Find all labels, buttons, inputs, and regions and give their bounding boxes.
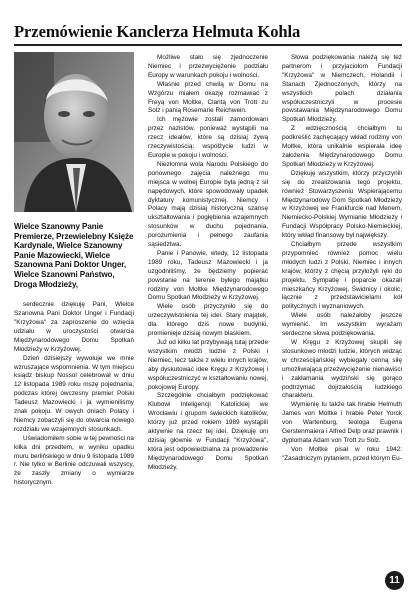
paragraph: Słowa podziękowania należą się też partnerom i przyjaciołom Fundacji "Krzyżowa" w Niemczech, Holandii i Stanach Zjednoczonych, którzy na wszystkich polach działania współuczestniczyli w procesie powstawania Międzynarodowego Domu Spotkań Młodzieży. bbox=[282, 54, 402, 124]
paragraph: Możliwe stało się zjednoczenie Niemiec i przezwyciężenie podziału Europy w warunkach pokoju i wolności. bbox=[148, 54, 268, 79]
column-2 bbox=[148, 54, 268, 473]
page-title: Przemówienie Kanclerza Helmuta Kohla bbox=[14, 22, 301, 41]
paragraph: Szczególnie chciałbym podziękować Klubowi Inteligencji Katolickiej we Wrocławiu i grupom świeckich katolików, którzy już przed rokiem 1989 wystąpili aktywnie na rzecz tej idei. Dziękuję oni dzisiaj głównie w Fundacji "Krzyżowa", która jest odpowiedzialna za prowadzenie Międzynarodowego Domu Spotkań Młodzieży. bbox=[148, 392, 268, 471]
salutation-text: Wielce Szanowny Panie Premierze, Przewielebny Księże Kardynale, Wielce Szanowny Panie Mazowiecki, Wielce Szanowna Pani Doktor Unger, Wielce Szanowni Państwo, Droga Młodzieży, bbox=[14, 222, 134, 289]
paragraph: Uświadomiłem sobie w tej pewności na kilka dni przedtem, w wyniku upadku muru berlińskiego w dniu 9 listopada 1989 r. Nie tylko w Berlinie odczuwali wszyscy, że zaszły zmiany o wymiarze historycznym. bbox=[14, 434, 134, 487]
column-3 bbox=[282, 54, 402, 464]
column-1 bbox=[14, 52, 134, 488]
paragraph: Ich mężowie zostali zamordowani przez nazistów, ponieważ wystąpili na rzecz ideałów, które są dzisiaj żywą rzeczywistością: współżycie ludzi w Europie w pokoju i wolności. bbox=[148, 116, 268, 159]
paragraph: Wymienię tu także tak hrabie Helmuth James von Moltke i hrabie Peter Yorck von Wartenburg, teologa Eugena Gerstenmaiera i Alfred Delp oraz prawnik i dyplomata Adam von Trott zu Solz. bbox=[282, 401, 402, 444]
portrait-image bbox=[14, 52, 134, 212]
paragraph: serdecznie dziękuję Pani, Wielce Szanowna Pani Doktor Unger i Fundacji "Krzyżowa" za zaproszenie do wzięcia udziału w uroczystości otwarcia Międzynarodowego Domu Spotkań Młodzieży w Krzyżowej. bbox=[14, 301, 134, 353]
paragraph: Chciałbym przede wszystkim przypomnieć również pomoc wielu młodych ludzi z Polski, Niemiec i innych krajów, którzy z chęcią przyłożyli ręki do projektu. Sympatię i poparcie okazali mieszkańcy Krzyżowej, Świdnicy i okolic, łącznie z przedstawicielami kół politycznych i wyznaniowych. bbox=[282, 241, 402, 311]
paragraph: Von Moltke pisał w roku 1942: "Zasadniczym pytaniem, przed którym Eu- bbox=[282, 445, 402, 462]
paragraph: Dzień dzisiejszy wywołuje we mnie wzruszające wspomnienia. W tym miejscu ksiądz biskup Nossol celebrował w dniu 12 listopada 1989 roku mszę pojednania, podczas której ówczesny premier Polski Tadeusz Mazowiecki i ja wymieniliśmy znak pokoju. W owych dniach Polacy i Niemcy zobaczyli się do otwarcia nowego rozdziału we wzajemnych stosunkach. bbox=[14, 354, 134, 433]
paragraph: W Kręgu z Krzyżowej skupili się stosunkowo młodzi ludzie, których widząc w chrześcijańskiej wybiegały cenną siłę umożliwiającą przezwyciężenie nienawiści i zakłamania wydziński się gorąco podtrzymać dojrzałością ludzkiego charakteru. bbox=[282, 339, 402, 400]
paragraph: Dziękuję wszystkim, którzy przyczynili się do zrealizowania tego projektu, również Stowarzyszeniu Wspierającemu Międzynarodowy Dom Spotkań Młodzieży w Krzyżowej we Frankfurcie nad Menem, Niemiecko-Polskiej Wymianie Młodzieży i Fundacji Współpracy Polsko-Niemieckiej, który wkład finansowy był największy. bbox=[282, 169, 402, 240]
paragraph: Z wdzięcznością chciałbym tu podkreślić zachęcający wkład rodziny von Moltke, która unikalnie wspierała ideę założenia Międzynarodowego Domu Spotkań Młodzieży w Krzyżowej. bbox=[282, 125, 402, 168]
paragraph: Już od kilku lat przybywają tutaj przede wszystkim młodzi ludzie z Polski i Niemiec, lecz także z wielu innych krajów, aby dyskutować idee Kręgu z Krzyżowej i współuczestniczyć w kształtowaniu nowej, pokojowej Europy. bbox=[148, 339, 268, 391]
paragraph: Właśnie przed chwilą w Domu na Wzgórzu miałem okazję rozmawiać z Freyą von Moltke, Claritą von Trott zu Solz i panią Rosemarie Reichwein. bbox=[148, 80, 268, 115]
page-number: 11 bbox=[385, 571, 404, 590]
paragraph: Panie i Panowie, wtedy, 12 listopada 1989 roku, Tadeusz Mazowiecki i ja uzgodniliśmy, że będziemy popierać powstanie na terenie byłego majątku rodziny von Moltke Międzynarodowego Domu Spotkań Młodzieży w Krzyżowej. bbox=[148, 249, 268, 302]
portrait-photo bbox=[14, 52, 134, 212]
salutation bbox=[14, 222, 134, 289]
title-rule bbox=[14, 44, 402, 46]
paragraph: Niezłomna wola Narodu Polskiego do ponownego zajęcia należnego mu miejsca w wolnej Europie była jedną z sił napędowych, które spowodowały upadek dyktatury komunistycznej. Niemcy i Polacy mają dzisiaj historyczną szansę ukształtowania i pogłębienia wzajemnych stosunków w duchu pojednania, porozumienia i pełnego zaufania sąsiedztwa. bbox=[148, 160, 268, 249]
paragraph: Wiele osób przyczyniło się do urzeczywistnienia tej idei. Stary majątek, dla którego dziś nowe budynki, promienieje dzisiaj nowym blaskiem. bbox=[148, 303, 268, 338]
paragraph: Wiele osób należałoby jeszcze wymienić. Im wszystkim wyrażam serdeczne słowa podziękowania. bbox=[282, 312, 402, 338]
